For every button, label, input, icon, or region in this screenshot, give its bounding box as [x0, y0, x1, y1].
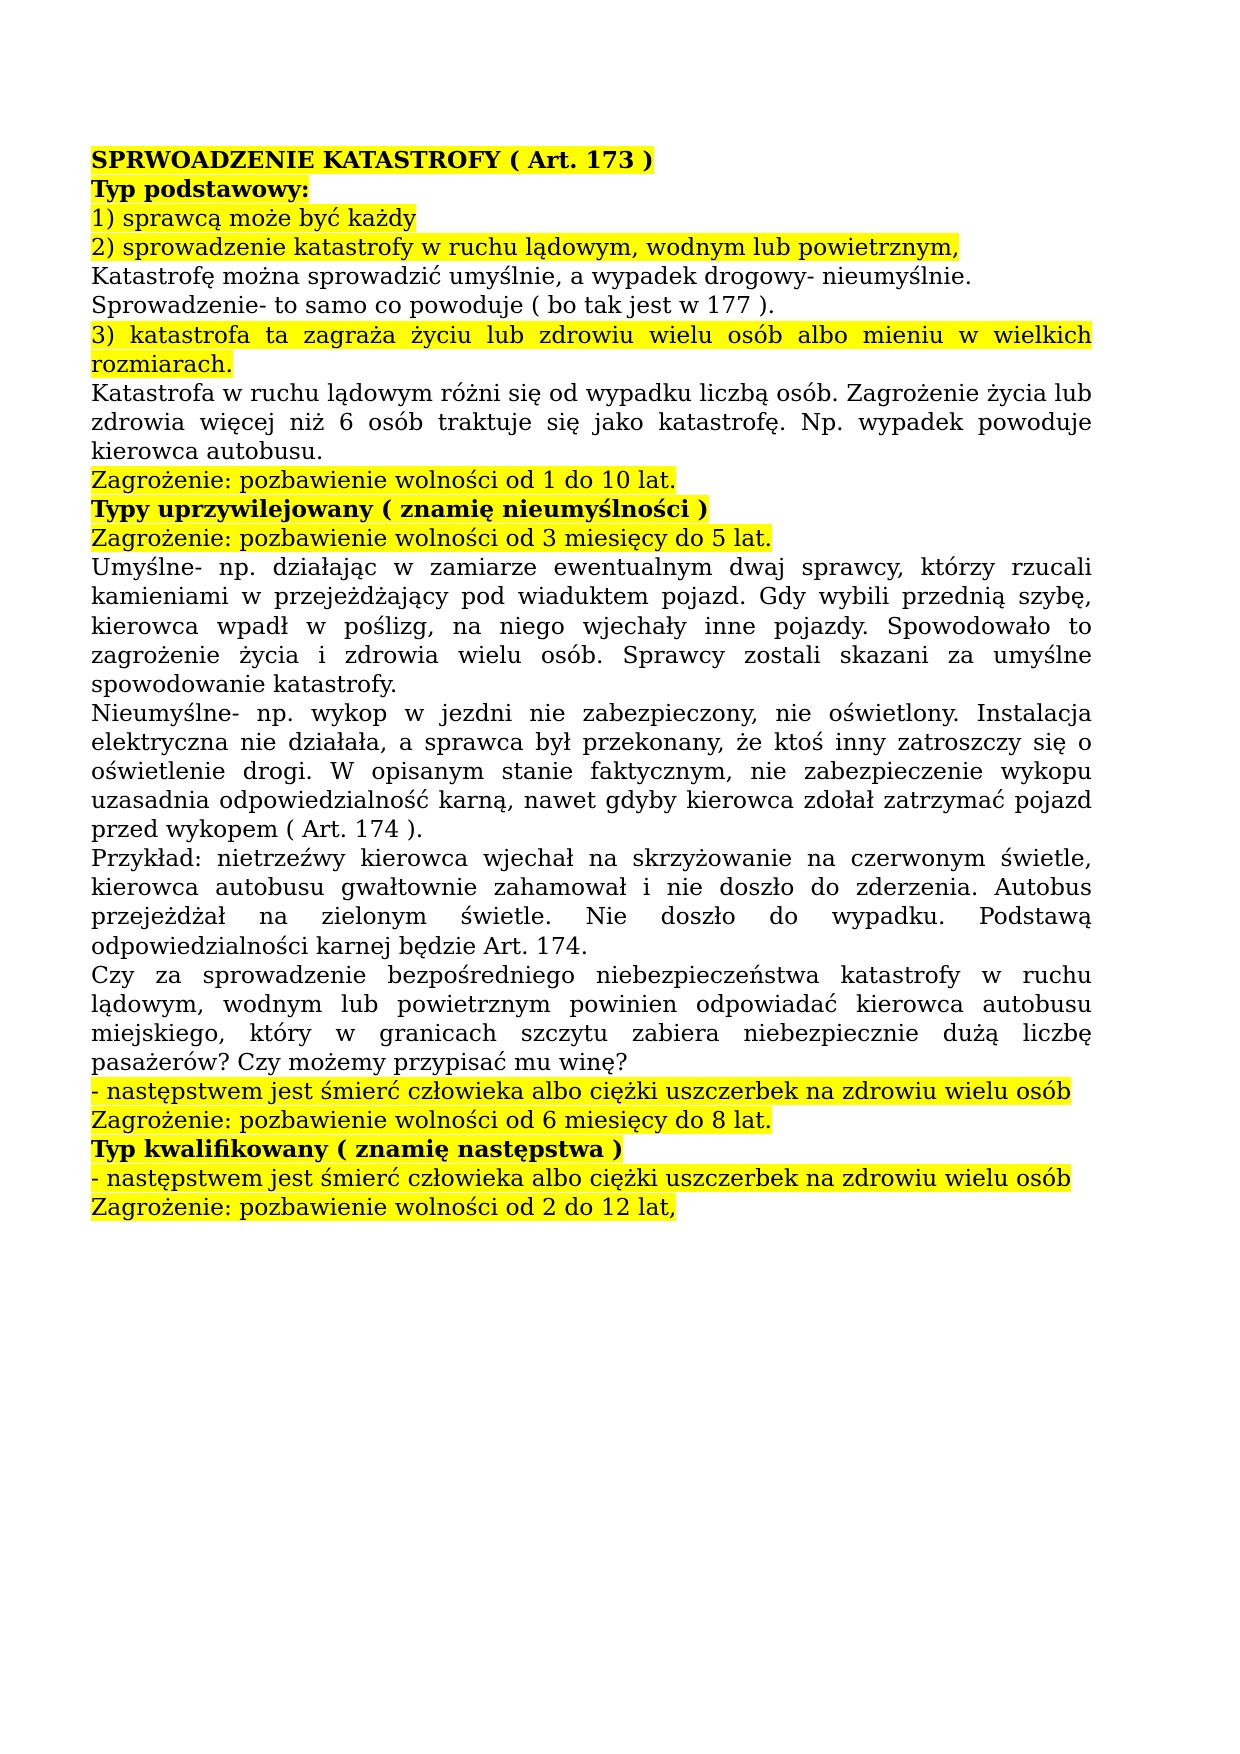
penalty-privileged: Zagrożenie: pozbawienie wolności od 3 miesięcy do 5 lat. [91, 524, 772, 553]
intentional-example-paragraph: Umyślne- np. działając w zamiarze ewentualnym dwaj sprawcy, którzy rzucali kamieniami w przejeżdżający pod wiaduktem pojazd. Gdy wybili przednią szybę, kierowca wpadł w poślizg, na niego wjechały inne pojazdy. Spowodowało to zagrożenie życia i zdrowia wielu osób. Sprawcy zostali skazani za umyślne spowodowanie katastrofy. [91, 553, 1092, 698]
consequence-item-1: - następstwem jest śmierć człowieka albo ciężki uszczerbek na zdrowiu wielu osób [91, 1077, 1072, 1105]
list-item-2: 2) sprowadzenie katastrofy w ruchu lądowym, wodnym lub powietrznym, [91, 233, 960, 262]
list-item-3: 3) katastrofa ta zagraża życiu lub zdrowiu wielu osób albo mieniu w wielkich rozmiarach. [91, 320, 1092, 378]
privileged-type-heading: Typy uprzywilejowany ( znamię nieumyślności ) [91, 495, 709, 524]
list-item-1: 1) sprawcą może być każdy [91, 204, 417, 233]
qualified-type-heading: Typ kwalifikowany ( znamię następstwa ) [91, 1135, 624, 1164]
note-paragraph-2: Sprowadzenie- to samo co powoduje ( bo tak jest w 177 ). [91, 291, 776, 320]
land-traffic-paragraph: Katastrofa w ruchu lądowym różni się od wypadku liczbą osób. Zagrożenie życia lub zdrowia więcej niż 6 osób traktuje się jako katastrofę. Np. wypadek powoduje kierowca autobusu. [91, 378, 1092, 465]
consequence-item-2: - następstwem jest śmierć człowieka albo ciężki uszczerbek na zdrowiu wielu osób [91, 1164, 1072, 1193]
penalty-qualified: Zagrożenie: pozbawienie wolności od 2 do 12 lat, [91, 1193, 677, 1222]
example-paragraph: Przykład: nietrzeźwy kierowca wjechał na skrzyżowanie na czerwonym świetle, kierowca autobusu gwałtownie zahamował i nie doszło do zderzenia. Autobus przejeżdżał na zielonym świetle. Nie doszło do wypadku. Podstawą odpowiedzialności karnej będzie Art. 174. [91, 844, 1092, 960]
question-paragraph: Czy za sprowadzenie bezpośredniego niebezpieczeństwa katastrofy w ruchu lądowym, wodnym lub powietrznym powinien odpowiadać kierowca autobusu miejskiego, który w granicach szczytu zabiera niebezpiecznie dużą liczbę pasażerów? Czy możemy przypisać mu winę? [91, 960, 1092, 1076]
document-page [91, 146, 1092, 1222]
document-title: SPRWOADZENIE KATASTROFY ( Art. 173 ) [91, 146, 654, 174]
penalty-basic: Zagrożenie: pozbawienie wolności od 1 do 10 lat. [91, 466, 677, 495]
penalty-consequence-1: Zagrożenie: pozbawienie wolności od 6 miesięcy do 8 lat. [91, 1106, 772, 1135]
basic-type-heading: Typ podstawowy: [91, 175, 310, 204]
unintentional-example-paragraph: Nieumyślne- np. wykop w jezdni nie zabezpieczony, nie oświetlony. Instalacja elektryczna nie działała, a sprawca był przekonany, że ktoś inny zatroszczy się o oświetlenie drogi. W opisanym stanie faktycznym, nie zabezpieczenie wykopu uzasadnia odpowiedzialność karną, nawet gdyby kierowca zdołał zatrzymać pojazd przed wykopem ( Art. 174 ). [91, 698, 1092, 844]
note-paragraph-1: Katastrofę można sprowadzić umyślnie, a wypadek drogowy- nieumyślnie. [91, 262, 973, 291]
